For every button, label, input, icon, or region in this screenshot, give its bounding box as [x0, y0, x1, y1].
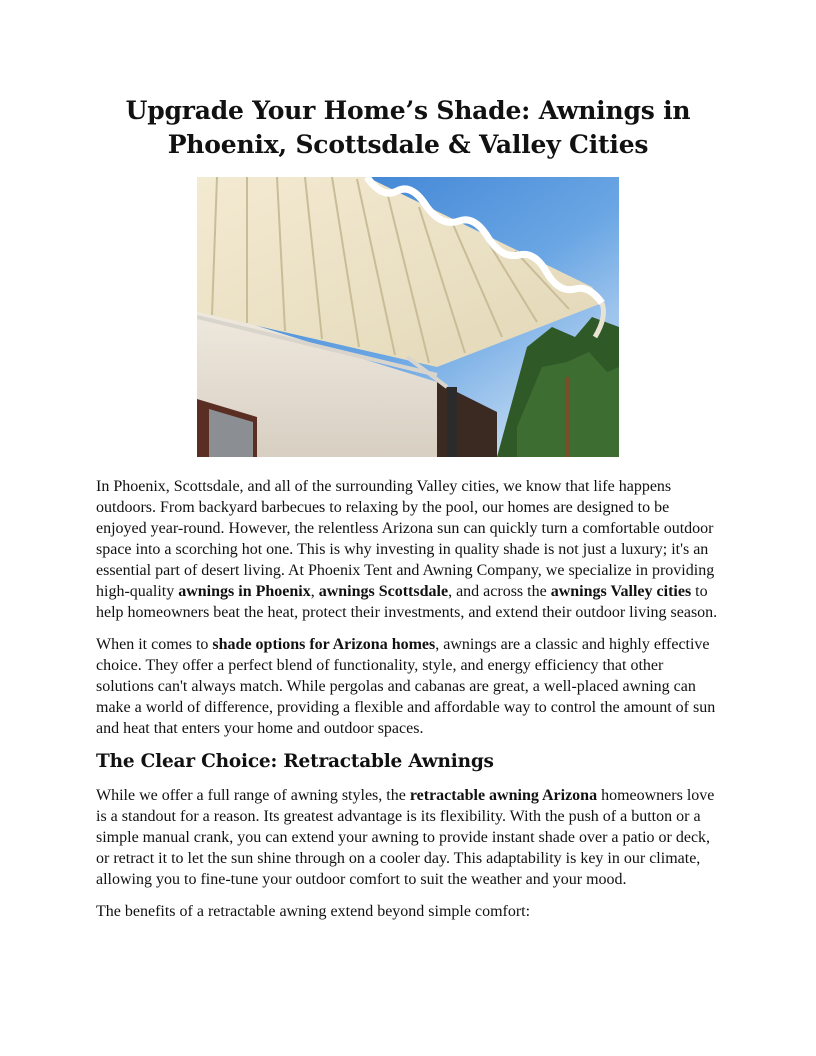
section-heading: The Clear Choice: Retractable Awnings — [96, 751, 494, 772]
text-run: When it comes to — [96, 636, 213, 653]
downpipe — [447, 387, 457, 457]
paragraph-shade-options — [96, 634, 720, 739]
text-run: , awnings are a classic and highly effective choice. They offer a perfect blend of functionality, style, and energy efficiency that other solutions can't always match. While pergolas and cabanas are great, a well-placed awning can make a world of difference, providing a flexible and affordable way to control the amount of sun and heat that enters your home and outdoor spaces. — [96, 636, 716, 737]
text-run: While we offer a full range of awning styles, the — [96, 787, 410, 804]
paragraph-retractable — [96, 785, 720, 890]
keyword-shade-options: shade options for Arizona homes — [212, 636, 436, 653]
keyword-awnings-scottsdale: awnings Scottsdale — [318, 583, 449, 600]
paragraph-intro — [96, 476, 720, 623]
text-run: , and across the — [448, 583, 551, 600]
awning-photo-graphic — [197, 177, 619, 457]
text-run: to help homeowners beat the heat, protect their investments, and extend their outdoor living season. — [96, 583, 718, 621]
text-run: In Phoenix, Scottsdale, and all of the surrounding Valley cities, we know that life happens outdoors. From backyard barbecues to relaxing by the pool, our homes are designed to be enjoyed year-round. However, the relentless Arizona sun can quickly turn a comfortable outdoor space into a scorching hot one. This is why investing in quality shade is not just a luxury; it's an essential part of desert living. At Phoenix Tent and Awning Company, we specialize in providing high-quality — [96, 478, 715, 600]
keyword-retractable-awning: retractable awning Arizona — [409, 787, 598, 804]
keyword-awnings-phoenix: awnings in Phoenix — [178, 583, 311, 600]
page-title: Upgrade Your Home’s Shade: Awnings in Phoenix, Scottsdale & Valley Cities — [125, 96, 691, 159]
keyword-awnings-valley-cities: awnings Valley cities — [550, 583, 692, 600]
awning-photo — [197, 177, 619, 457]
text-run: homeowners love is a standout for a reason. Its greatest advantage is its flexibility. With the push of a button or a simple manual crank, you can extend your awning to provide instant shade over a patio or deck, or retract it to let the sun shine through on a cooler day. This adaptability is key in our climate, allowing you to fine-tune your outdoor comfort to suit the weather and your mood. — [96, 787, 715, 888]
paragraph-benefits-intro: The benefits of a retractable awning extend beyond simple comfort: — [96, 903, 531, 920]
article-body — [96, 476, 720, 933]
text-run: , — [310, 583, 319, 600]
